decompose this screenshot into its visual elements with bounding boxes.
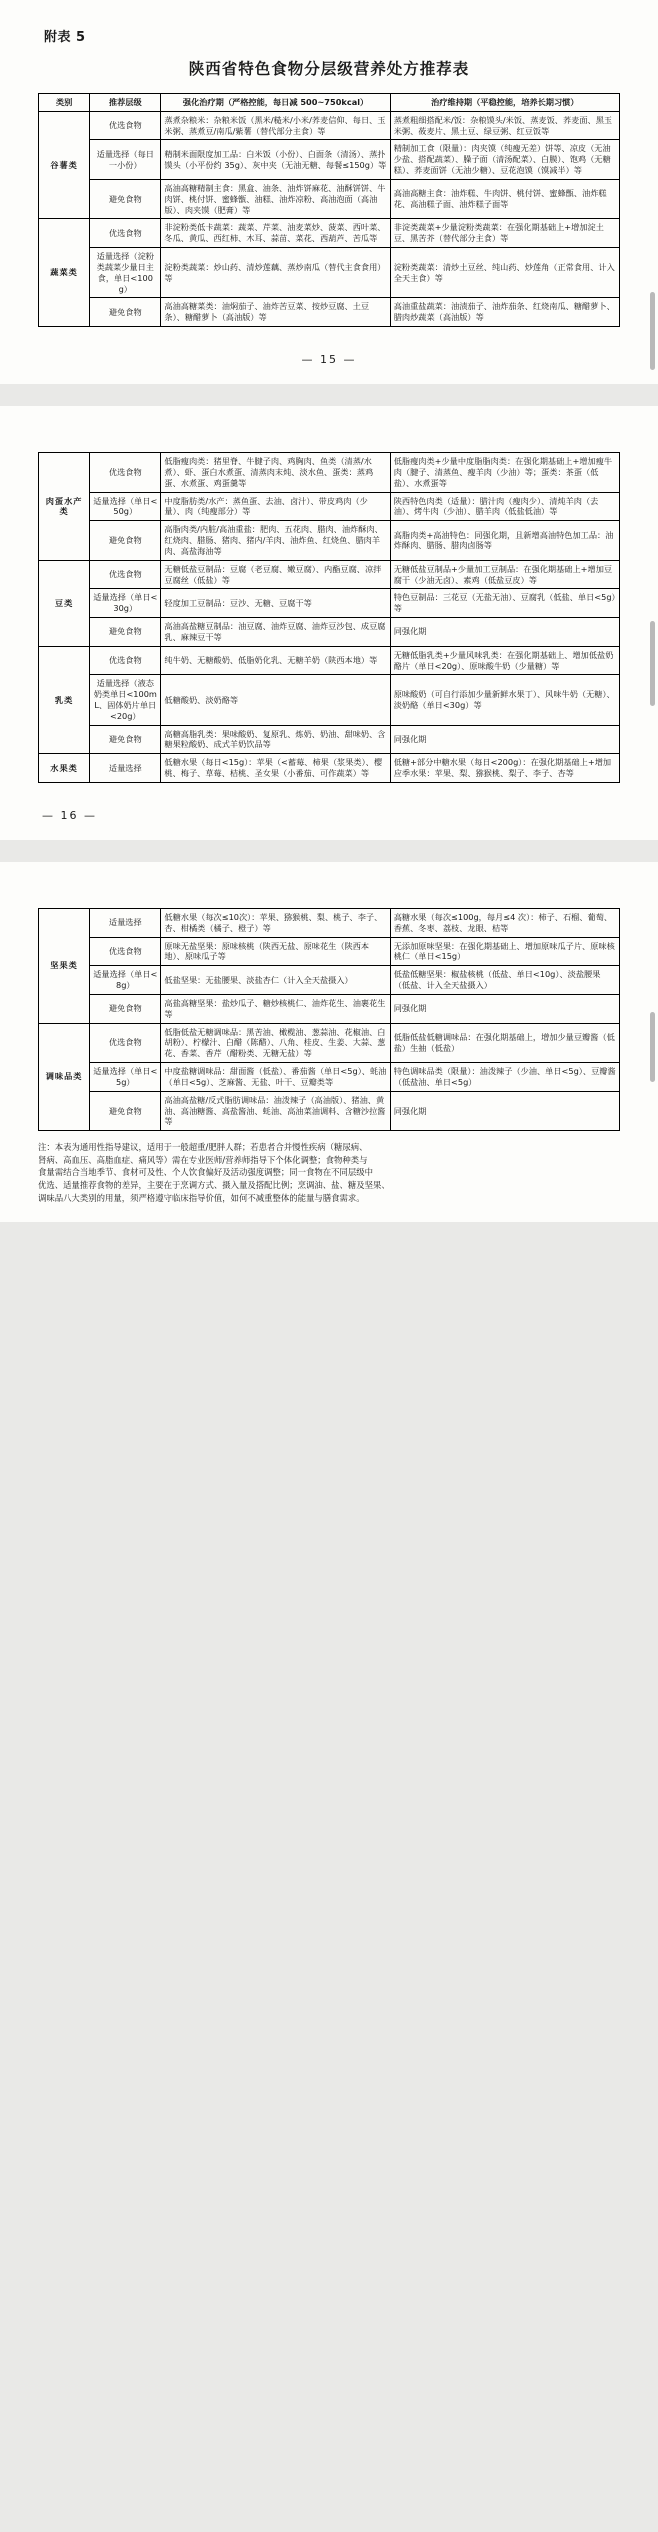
- page-gap: [0, 840, 658, 862]
- table-row: [39, 618, 620, 647]
- row-level: 适量选择（液态奶类单日<100mL、固体奶片单日<20g）: [90, 675, 161, 725]
- table-row: [39, 1063, 620, 1092]
- table-row: [39, 908, 620, 937]
- row-intensive: 低糖水果（每日<15g）：苹果（<蓄莓、柿果（浆果类）、樱桃、梅子、草莓、桔桃、圣女果（小番茄、可作蔬菜）等: [161, 754, 390, 783]
- table-row: [39, 111, 620, 140]
- row-maintain: 高糖水果（每次≤100g，每月≤4 次）：柿子、石榴、葡萄、香蕉、冬枣、荔枝、龙眼、桔等: [390, 908, 619, 937]
- row-level: 适量选择（淀粉类蔬菜少量日主食，单日<100g）: [90, 248, 161, 298]
- row-level: 适量选择: [90, 908, 161, 937]
- row-maintain: 低盐低糖坚果：椒盐核桃（低盐、单日<10g）、淡盐腰果（低盐、计入全天盐摄入）: [390, 966, 619, 995]
- row-level: 避免食物: [90, 179, 161, 218]
- row-intensive: 低脂低盐无糖调味品：黑苦油、橄榄油、葱蒜油、花椒油、白胡粉）、柠檬汁、白醋（陈醋）、八角、桂皮、生姜、大蒜、葱花、香菜、香芹（醋粉类、无糖无盐）等: [161, 1023, 390, 1062]
- row-intensive: 纯牛奶、无糖酸奶、低脂奶化乳、无糖羊奶（陕西本地）等: [161, 646, 390, 675]
- table-row: [39, 521, 620, 560]
- nutrition-table-page-2: [38, 452, 620, 783]
- row-level: 避免食物: [90, 618, 161, 647]
- row-level: 优选食物: [90, 646, 161, 675]
- row-level: 优选食物: [90, 219, 161, 248]
- row-level: 避免食物: [90, 1091, 161, 1130]
- row-maintain: 特色豆制品：三花豆（无盐无油）、豆腐乳（低盐、单日<5g）等: [390, 589, 619, 618]
- row-level: 适量选择（单日<5g）: [90, 1063, 161, 1092]
- table-row: [39, 298, 620, 327]
- table-row: [39, 219, 620, 248]
- row-category: 坚果类: [39, 908, 90, 1023]
- table-row: [39, 453, 620, 492]
- row-intensive: 中度盐糖调味品：甜面酱（低盐）、番茄酱（单日<5g）、蚝油（单日<5g）、芝麻酱、无盐、叶干、豆瓣类等: [161, 1063, 390, 1092]
- row-intensive: 低糖水果（每次≤10次）：苹果、猕猴桃、梨、桃子、李子、杏、柑橘类（橘子、橙子）等: [161, 908, 390, 937]
- table-row: [39, 1091, 620, 1130]
- row-maintain: 原味酸奶（可自行添加少量新鲜水果丁）、风味牛奶（无糖）、淡奶酪（单日<30g）等: [390, 675, 619, 725]
- table-row: [39, 725, 620, 754]
- row-maintain: 低脂低盐低糖调味品：在强化期基础上，增加少量豆瓣酱（低盐）生抽（低盐）: [390, 1023, 619, 1062]
- page-number: — 15 —: [301, 353, 357, 367]
- table-row: [39, 140, 620, 179]
- row-maintain: 同强化期: [390, 618, 619, 647]
- footnote-line: 调味品八大类别的用量，须严格遵守临床指导价值，如何不减重整体的能量与膳食需求。: [38, 1192, 365, 1203]
- page-title: 陕西省特色食物分层级营养处方推荐表: [188, 60, 470, 78]
- row-category: 乳类: [39, 646, 90, 754]
- table-row: [39, 937, 620, 966]
- row-maintain: 蒸煮粗细搭配米/饭：杂粮馍头/米饭、蒸麦饭、荞麦面、黑玉米粥、莜麦片、黑土豆、绿豆粥、红豆饭等: [390, 111, 619, 140]
- table-row: [39, 754, 620, 783]
- row-category: 水果类: [39, 754, 90, 783]
- row-level: 优选食物: [90, 453, 161, 492]
- row-maintain: 低脂瘦肉类+少量中度脂脂肉类：在强化期基础上+增加瘦牛肉（腱子、清蒸鱼、瘦羊肉（少油）等；蛋类：茶蛋（低盐）、水煮蛋等: [390, 453, 619, 492]
- table-row: [39, 248, 620, 298]
- row-intensive: 高脂肉类/内脏/高油重盐：肥肉、五花肉、腊肉、油炸酥肉、红烧肉、腊肠、猪肉、猪内/羊肉、油炸鱼、红烧鱼、腊肉羊肉、高盐海油等: [161, 521, 390, 560]
- nutrition-table-page-1: [38, 93, 620, 327]
- row-level: 优选食物: [90, 560, 161, 589]
- row-intensive: 蒸煮杂粮米：杂粮米饭（黑米/糙米/小米/荞麦信仰、每日、玉米粥、蒸煮豆/南瓜/紫薯（替代部分主食）等: [161, 111, 390, 140]
- row-level: 适量选择（单日<50g）: [90, 492, 161, 521]
- scrollbar-thumb[interactable]: [650, 292, 655, 370]
- row-level: 避免食物: [90, 521, 161, 560]
- row-intensive: 高盐高糖坚果：盐炒瓜子、糖炒核桃仁、油炸花生、油裹花生等: [161, 994, 390, 1023]
- table-footnote: [38, 1141, 620, 1204]
- row-maintain: 精制加工食（限量）：肉夹馍（纯瘦无差）饼等、凉皮（无油少盐、搭配蔬菜）、臊子面（清汤配菜）、白膜）、饱鸡（无糖糕）、荞麦面饼（无油少糖）、豆花泡馍（馍减半）等: [390, 140, 619, 179]
- footnote-line: 食量需结合当地季节、食材可及性、个人饮食偏好及活动强度调整；同一食物在不同层级中: [38, 1167, 373, 1178]
- document-page-2: [0, 406, 658, 840]
- row-level: 避免食物: [90, 725, 161, 754]
- row-level: 适量选择（单日<8g）: [90, 966, 161, 995]
- row-intensive: 高油高盐糖/反式脂肪调味品：油泼辣子（高油版）、猪油、黄油、高油糖酱、高盐酱油、蚝油、高油菜油调料、含糖沙拉酱等: [161, 1091, 390, 1130]
- row-intensive: 淀粉类蔬菜：炒山药、清炒莲藕、蒸炒南瓜（替代主食食用）等: [161, 248, 390, 298]
- table-header-row: [39, 94, 620, 112]
- row-maintain: 同强化期: [390, 1091, 619, 1130]
- table-row: [39, 560, 620, 589]
- row-category: 豆类: [39, 560, 90, 646]
- row-maintain: 同强化期: [390, 725, 619, 754]
- row-level: 优选食物: [90, 111, 161, 140]
- footnote-line: 注：本表为通用性指导建议，适用于一般超重/肥胖人群；若患者合并慢性疾病（糖尿病、: [38, 1142, 368, 1153]
- row-intensive: 精制米面限度加工品：白米饭（小份）、白面条（清汤）、蒸扑馍头（小平份约 35g）、灰中夹（无油无糖、每餐≤150g）等: [161, 140, 390, 179]
- row-intensive: 低脂瘦肉类：猪里脊、牛腱子肉、鸡胸肉、鱼类（清蒸/水煮）、虾、蛋白水煮蛋、清蒸肉末炖、淡水鱼、蛋类：蒸鸡蛋、水煮蛋、鸡蛋羹等: [161, 453, 390, 492]
- scrollbar-thumb[interactable]: [650, 621, 655, 706]
- document-page-3: [0, 862, 658, 1222]
- row-maintain: 非淀类蔬菜+少量淀粉类蔬菜：在强化期基础上+增加淀土豆、黑苦芥（替代部分主食）等: [390, 219, 619, 248]
- table-row: [39, 675, 620, 725]
- row-category: 蔬菜类: [39, 219, 90, 327]
- nutrition-table-page-3: [38, 908, 620, 1131]
- row-level: 适量选择: [90, 754, 161, 783]
- row-intensive: 高油高糖精制主食：黑盒、油条、油炸饼麻花、油酥饼饼、牛肉饼、桃付饼、蜜蜂甑、油糕、油炸凉粉、高油泡面（高油版）、肉夹馍（肥膏）等: [161, 179, 390, 218]
- row-category: 谷薯类: [39, 111, 90, 219]
- row-maintain: 高油高糖主食：油炸糕、牛肉饼、桃付饼、蜜蜂甑、油炸糕花、高油糕子面、油炸糕子面等: [390, 179, 619, 218]
- table-row: [39, 492, 620, 521]
- column-header-category: 类别: [39, 94, 90, 112]
- column-header-intensive: 强化治疗期（严格控能，每日减 500~750kcal）: [161, 94, 390, 112]
- row-maintain: 无糖低脂乳类+少量风味乳类：在强化期基础上、增加低盐奶酪片（单日<20g）、原味酸牛奶（少量糖）等: [390, 646, 619, 675]
- row-maintain: 无糖低盐豆制品+少量加工豆制品：在强化期基础上+增加豆腐干（少油无卤）、素鸡（低盐豆皮）等: [390, 560, 619, 589]
- table-row: [39, 994, 620, 1023]
- column-header-level: 推荐层级: [90, 94, 161, 112]
- row-maintain: 特色调味品类（限量）：油泼辣子（少油、单日<5g）、豆瓣酱（低盐油、单日<5g）: [390, 1063, 619, 1092]
- page-number: — 16 —: [42, 808, 97, 822]
- table-row: [39, 589, 620, 618]
- page-gap: [0, 384, 658, 406]
- row-intensive: 轻度加工豆制品：豆沙、无糖、豆腐干等: [161, 589, 390, 618]
- column-header-maintain: 治疗维持期（平稳控能，培养长期习惯）: [390, 94, 619, 112]
- row-maintain: 无添加原味坚果：在强化期基础上、增加原味瓜子片、原味核桃仁（单日<15g）: [390, 937, 619, 966]
- row-intensive: 原味无盐坚果：原味核桃（陕西无盐、原味花生（陕西本地）、原味瓜子等: [161, 937, 390, 966]
- row-intensive: 中度脂肪类/水产：蒸鱼蛋、去油、卤汁）、带皮鸡肉（少量）、肉（纯瘦部分）等: [161, 492, 390, 521]
- scrollbar-thumb[interactable]: [650, 1012, 655, 1082]
- table-row: [39, 966, 620, 995]
- footnote-line: 优选、适量推荐食物的差异，主要在于烹调方式、摄入量及搭配比例；烹调油、盐、糖及坚果、: [38, 1180, 390, 1191]
- table-row: [39, 646, 620, 675]
- appendix-label: 附表 5: [44, 30, 86, 45]
- row-maintain: 淀粉类蔬菜：清炒土豆丝、纯山药、炒莲角（正常食用、计入全天主食）等: [390, 248, 619, 298]
- row-level: 优选食物: [90, 1023, 161, 1062]
- row-level: 避免食物: [90, 994, 161, 1023]
- row-intensive: 无糖低盐豆制品：豆腐（老豆腐、嫩豆腐）、内酯豆腐、凉拌豆腐丝（低盐）等: [161, 560, 390, 589]
- row-intensive: 高糖高脂乳类：果味酸奶、复原乳、炼奶、奶油、甜味奶、含糖果粒酸奶、成式羊奶饮品等: [161, 725, 390, 754]
- table-row: [39, 1023, 620, 1062]
- row-intensive: 非淀粉类低卡蔬菜：蔬菜、芹菜、油麦菜炒、菠菜、西叶菜、冬瓜、黄瓜、西红柿、木耳、蒜苗、菜花、西葫芦、苦瓜等: [161, 219, 390, 248]
- row-intensive: 低盐坚果：无盐腰果、淡盐杏仁（计入全天盐摄入）: [161, 966, 390, 995]
- row-category: 肉蛋水产类: [39, 453, 90, 561]
- row-maintain: 高油重盐蔬菜：油渍茄子、油炸茄条、红烧南瓜、糖醋萝卜、腊肉炒蔬菜（高油版）等: [390, 298, 619, 327]
- row-intensive: 低糖酸奶、淡奶酪等: [161, 675, 390, 725]
- row-level: 适量选择（单日<30g）: [90, 589, 161, 618]
- row-intensive: 高油高糖菜类：油焖茄子、油炸苦豆菜、按炒豆腐、土豆条）、糖醋萝卜（高油版）等: [161, 298, 390, 327]
- row-maintain: 同强化期: [390, 994, 619, 1023]
- row-level: 适量选择（每日一小份）: [90, 140, 161, 179]
- footnote-line: 肾病、高血压、高脂血症、痛风等）需在专业医师/营养师指导下个体化调整；食物种类与: [38, 1154, 368, 1165]
- document-page-1: [0, 0, 658, 384]
- row-level: 优选食物: [90, 937, 161, 966]
- table-row: [39, 179, 620, 218]
- row-maintain: 陕西特色肉类（适量）：腊汁肉（瘦肉少）、清炖羊肉（去油）、烤牛肉（少油）、腊羊肉（低盐低油）等: [390, 492, 619, 521]
- row-intensive: 高油高盐糖豆制品：油豆腐、油炸豆腐、油炸豆沙包、成豆腐乳、麻辣豆干等: [161, 618, 390, 647]
- row-level: 避免食物: [90, 298, 161, 327]
- row-category: 调味品类: [39, 1023, 90, 1131]
- row-maintain: 低糖+部分中糖水果（每日<200g）：在强化期基础上+增加应季水果：苹果、梨、猕猴桃、梨子、李子、杏等: [390, 754, 619, 783]
- row-maintain: 高脂肉类+高油特色：同强化期，且新增高油特色加工品：油炸酥肉、腊肠、腊肉卤肠等: [390, 521, 619, 560]
